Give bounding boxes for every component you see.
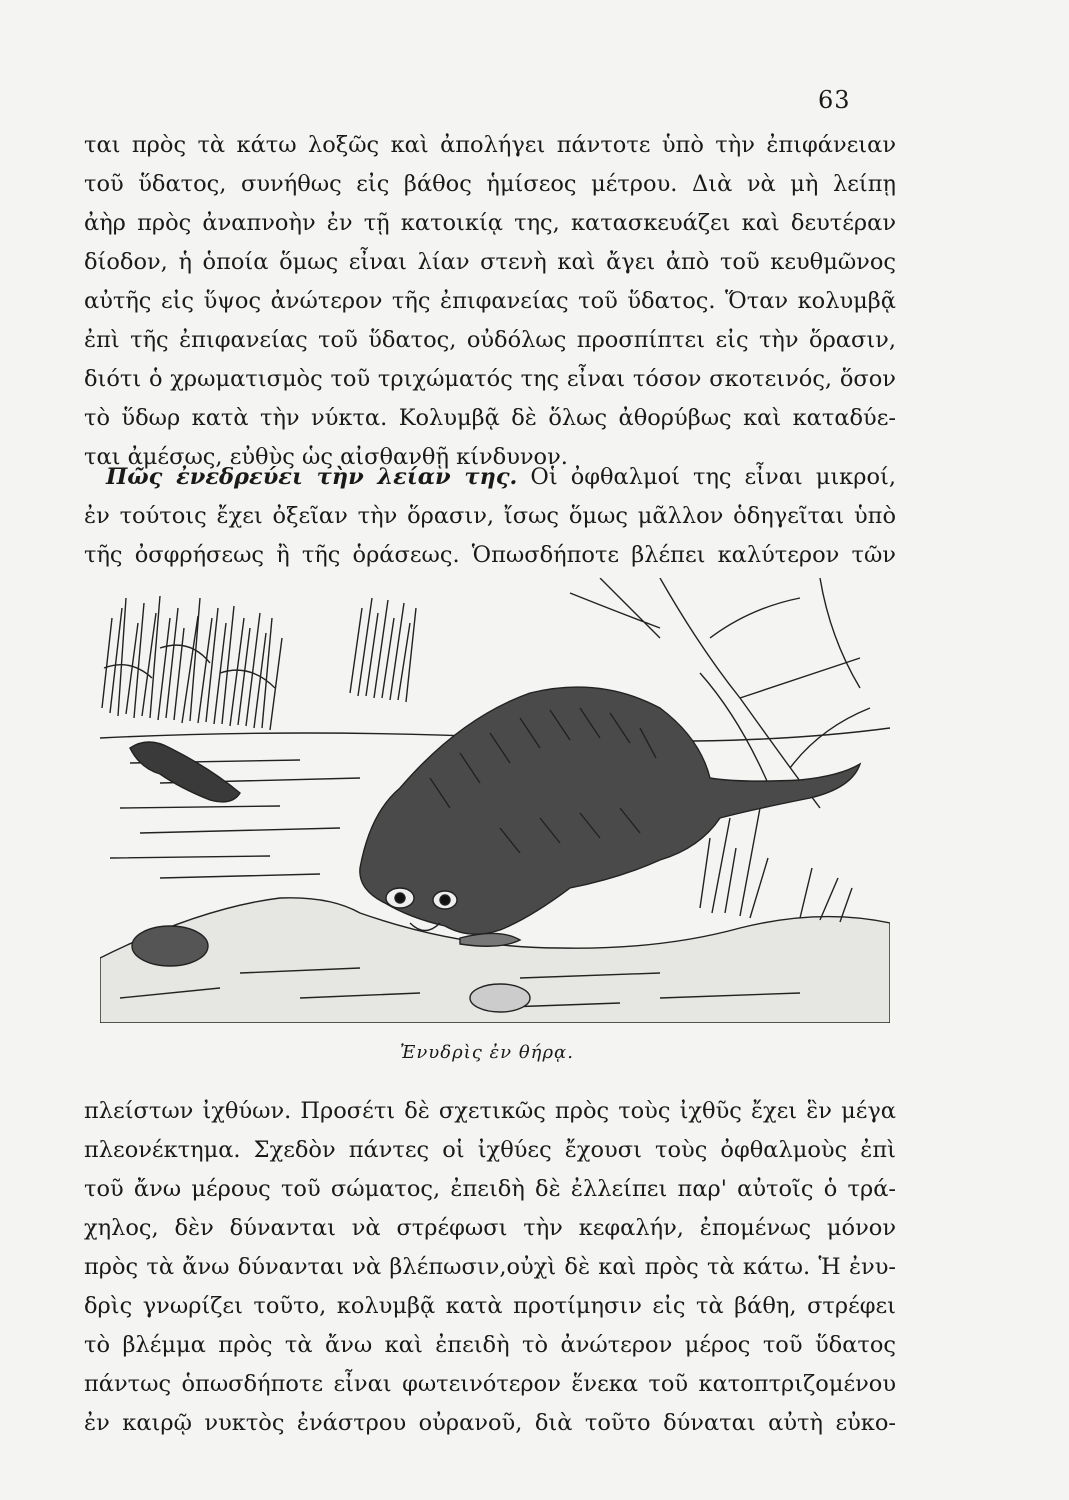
text-line: πρὸς τὰ ἄνω δύνανται νὰ βλέπωσιν,οὐχὶ δὲ καὶ πρὸς τὰ κάτω. Ἡ ἐνυ- bbox=[84, 1254, 896, 1280]
text-line: ται πρὸς τὰ κάτω λοξῶς καὶ ἀπολήγει πάντοτε ὑπὸ τὴν ἐπιφάνειαν bbox=[84, 132, 896, 158]
text-line: ἐν καιρῷ νυκτὸς ἐνάστρου οὐρανοῦ, διὰ τοῦτο δύναται αὐτὴ εὐκο- bbox=[84, 1410, 896, 1436]
paragraph-2 bbox=[84, 458, 896, 575]
text-line: τῆς ὀσφρήσεως ἢ τῆς ὁράσεως. Ὁπωσδήποτε βλέπει καλύτερον τῶν bbox=[84, 542, 896, 568]
page-number: 63 bbox=[818, 86, 851, 114]
text-line: τὸ βλέμμα πρὸς τὰ ἄνω καὶ ἐπειδὴ τὸ ἀνώτερον μέρος τοῦ ὕδατος bbox=[84, 1332, 896, 1358]
text-line: διότι ὁ χρωματισμὸς τοῦ τριχώματός της εἶναι τόσον σκοτεινός, ὅσον bbox=[84, 366, 896, 392]
text-line: πλείστων ἰχθύων. Προσέτι δὲ σχετικῶς πρὸς τοὺς ἰχθῦς ἔχει ἓν μέγα bbox=[84, 1098, 896, 1124]
text-line: τὸ ὕδωρ κατὰ τὴν νύκτα. Κολυμβᾷ δὲ ὅλως ἀθορύβως καὶ καταδύε- bbox=[84, 405, 896, 431]
text-line: πλεονέκτημα. Σχεδὸν πάντες οἱ ἰχθύες ἔχουσι τοὺς ὀφθαλμοὺς ἐπὶ bbox=[84, 1137, 896, 1163]
text-line: ται ἀμέσως, εὐθὺς ὡς αἰσθανθῇ κίνδυνον. bbox=[84, 444, 568, 470]
text-line: ἐν τούτοις ἔχει ὀξεῖαν τὴν ὅρασιν, ἴσως ὅμως μᾶλλον ὁδηγεῖται ὑπὸ bbox=[84, 503, 896, 529]
text-line: ἐπὶ τῆς ἐπιφανείας τοῦ ὕδατος, οὐδόλως προσπίπτει εἰς τὴν ὅρασιν, bbox=[84, 327, 896, 353]
text-line: ἀὴρ πρὸς ἀναπνοὴν ἐν τῇ κατοικίᾳ της, κατασκευάζει καὶ δευτέραν bbox=[84, 210, 896, 236]
paragraph-3 bbox=[84, 1092, 896, 1443]
paragraph-1 bbox=[84, 126, 896, 477]
text-line: δρὶς γνωρίζει τοῦτο, κολυμβᾷ κατὰ προτίμησιν εἰς τὰ βάθη, στρέφει bbox=[84, 1293, 896, 1319]
text-line: δίοδον, ἡ ὁποία ὅμως εἶναι λίαν στενὴ καὶ ἄγει ἀπὸ τοῦ κευθμῶνος bbox=[84, 249, 896, 275]
section-heading: Πῶς ἐνεδρεύει τὴν λείαν της. bbox=[106, 464, 518, 490]
figure-caption: Ἐνυδρὶς ἐν θήρᾳ. bbox=[400, 1042, 574, 1063]
otter-illustration bbox=[100, 578, 890, 1023]
text-line: πάντως ὁπωσδήποτε εἶναι φωτεινότερον ἕνεκα τοῦ κατοπτριζομένου bbox=[84, 1371, 896, 1397]
text-run: Οἱ ὀφθαλμοί της εἶναι μικροί, bbox=[530, 464, 896, 490]
text-line-with-heading bbox=[84, 458, 896, 497]
text-line: τοῦ ἄνω μέρους τοῦ σώματος, ἐπειδὴ δὲ ἐλλείπει παρ' αὐτοῖς ὁ τρά- bbox=[84, 1176, 896, 1202]
text-line: τοῦ ὕδατος, συνήθως εἰς βάθος ἡμίσεος μέτρου. Διὰ νὰ μὴ λείπῃ bbox=[84, 171, 896, 197]
text-line: αὐτῆς εἰς ὕψος ἀνώτερον τῆς ἐπιφανείας τοῦ ὕδατος. Ὅταν κολυμβᾷ bbox=[84, 288, 896, 314]
text-line: χηλος, δὲν δύνανται νὰ στρέφωσι τὴν κεφαλήν, ἐπομένως μόνον bbox=[84, 1215, 896, 1241]
